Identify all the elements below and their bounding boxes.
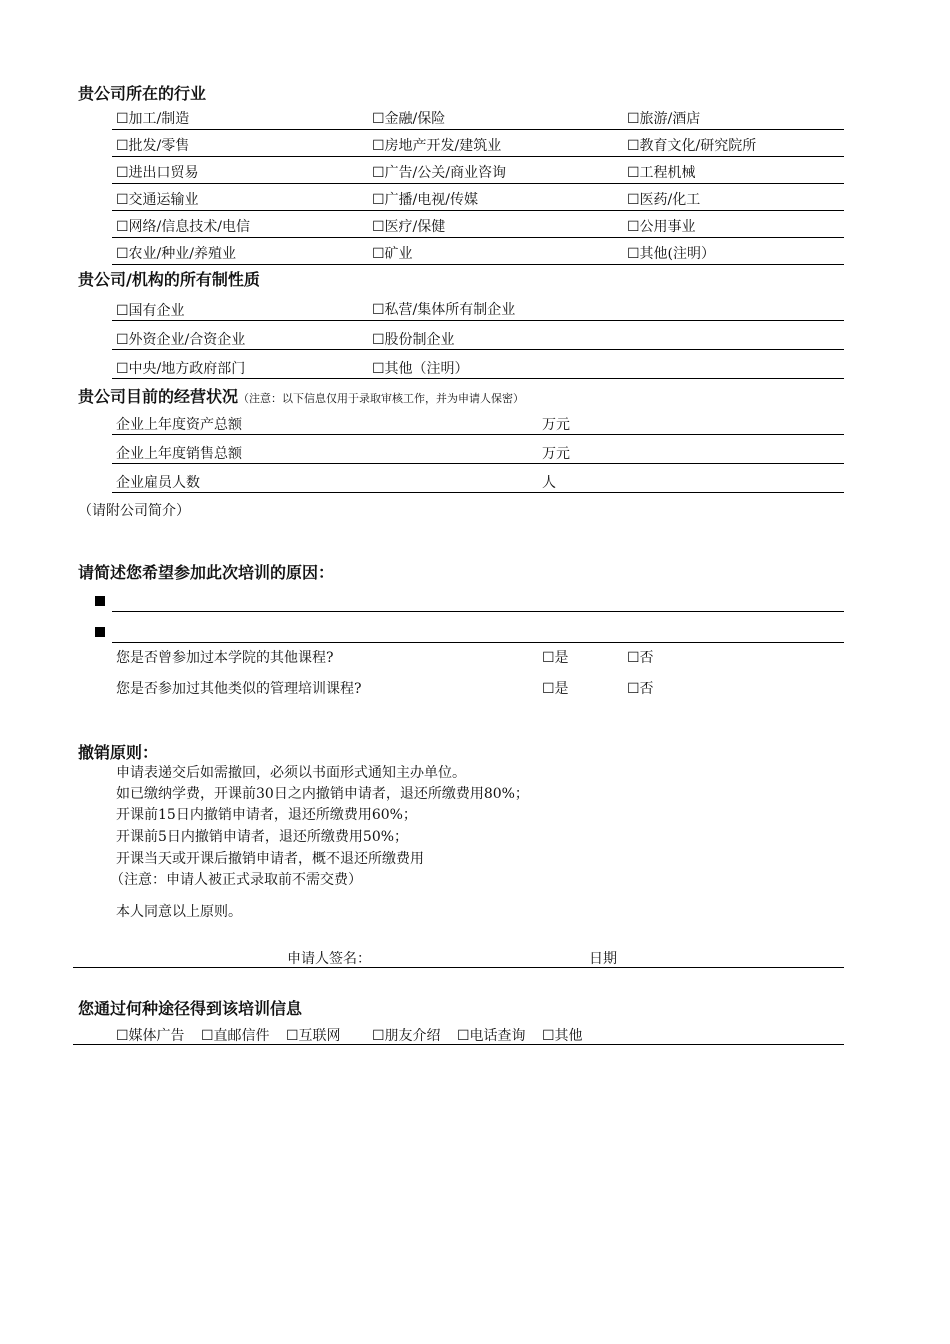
checkbox-q1-no[interactable]: ☐否 <box>627 650 654 666</box>
industry-title: 贵公司所在的行业 <box>78 84 207 103</box>
checkbox-industry-other[interactable]: ☐其他(注明） <box>627 246 716 262</box>
assets-label: 企业上年度资产总额 <box>116 417 242 433</box>
checkbox-industry-realestate[interactable]: ☐房地产开发/建筑业 <box>372 138 502 154</box>
sales-unit: 万元 <box>542 446 570 462</box>
checkbox-ownership-private[interactable]: ☐私营/集体所有制企业 <box>372 302 516 318</box>
checkbox-industry-manufacturing[interactable]: ☐加工/制造 <box>116 111 190 127</box>
checkbox-industry-mining[interactable]: ☐矿业 <box>372 246 413 262</box>
checkbox-source-friend[interactable]: ☐朋友介绍 <box>372 1028 441 1044</box>
checkbox-q2-yes[interactable]: ☐是 <box>542 681 569 697</box>
sales-label: 企业上年度销售总额 <box>116 446 242 462</box>
employees-input-line[interactable] <box>112 492 844 493</box>
checkbox-industry-advertising[interactable]: ☐广告/公关/商业咨询 <box>372 165 506 181</box>
row-divider <box>112 378 844 379</box>
checkbox-industry-media[interactable]: ☐广播/电视/传媒 <box>372 192 478 208</box>
checkbox-industry-trade[interactable]: ☐进出口贸易 <box>116 165 199 181</box>
checkbox-ownership-joint-stock[interactable]: ☐股份制企业 <box>372 332 455 348</box>
checkbox-industry-pharma[interactable]: ☐医药/化工 <box>627 192 701 208</box>
checkbox-industry-agriculture[interactable]: ☐农业/种业/养殖业 <box>116 246 236 262</box>
checkbox-ownership-other[interactable]: ☐其他（注明） <box>372 361 469 377</box>
cancel-line: 如已缴纳学费，开课前30日之内撤销申请者，退还所缴费用80%； <box>116 786 529 802</box>
checkbox-ownership-state[interactable]: ☐国有企业 <box>116 303 185 319</box>
row-divider <box>112 129 844 130</box>
checkbox-source-other[interactable]: ☐其他 <box>542 1028 583 1044</box>
checkbox-industry-transport[interactable]: ☐交通运输业 <box>116 192 199 208</box>
signature-label: 申请人签名： <box>287 951 371 967</box>
cancel-line: 申请表递交后如需撤回，必须以书面形式通知主办单位。 <box>116 765 466 781</box>
question-similar-training: 您是否参加过其他类似的管理培训课程? <box>116 681 362 697</box>
checkbox-source-mail[interactable]: ☐直邮信件 <box>201 1028 270 1044</box>
cancel-line: 开课当天或开课后撤销申请者，概不退还所缴费用 <box>116 851 424 867</box>
row-divider <box>112 264 844 265</box>
cancel-line: 开课前5日内撤销申请者，退还所缴费用50%； <box>116 829 409 845</box>
checkbox-industry-wholesale[interactable]: ☐批发/零售 <box>116 138 190 154</box>
reason-input-line-1[interactable] <box>112 611 844 612</box>
checkbox-source-internet[interactable]: ☐互联网 <box>286 1028 341 1044</box>
sales-input-line[interactable] <box>112 463 844 464</box>
checkbox-industry-education[interactable]: ☐教育文化/研究院所 <box>627 138 757 154</box>
attach-note: （请附公司简介） <box>78 503 190 519</box>
checkbox-industry-it[interactable]: ☐网络/信息技术/电信 <box>116 219 250 235</box>
row-divider <box>112 349 844 350</box>
ownership-title: 贵公司/机构的所有制性质 <box>78 270 260 289</box>
agree-statement: 本人同意以上原则。 <box>116 904 242 920</box>
row-divider <box>112 237 844 238</box>
row-divider <box>112 320 844 321</box>
cancel-note: （注意：申请人被正式录取前不需交费） <box>110 872 362 888</box>
checkbox-industry-machinery[interactable]: ☐工程机械 <box>627 165 696 181</box>
checkbox-source-phone[interactable]: ☐电话查询 <box>457 1028 526 1044</box>
bullet-icon <box>95 627 105 637</box>
checkbox-q1-yes[interactable]: ☐是 <box>542 650 569 666</box>
checkbox-industry-healthcare[interactable]: ☐医疗/保健 <box>372 219 446 235</box>
operations-title-text: 贵公司目前的经营状况 <box>78 387 239 406</box>
row-divider <box>112 210 844 211</box>
checkbox-source-media[interactable]: ☐媒体广告 <box>116 1028 185 1044</box>
checkbox-ownership-government[interactable]: ☐中央/地方政府部门 <box>116 361 246 377</box>
question-previous-course: 您是否曾参加过本学院的其他课程? <box>116 650 334 666</box>
operations-note: （注意：以下信息仅用于录取审核工作，并为申请人保密） <box>238 392 525 405</box>
operations-title <box>78 384 524 407</box>
assets-unit: 万元 <box>542 417 570 433</box>
bullet-icon <box>95 596 105 606</box>
assets-input-line[interactable] <box>112 434 844 435</box>
row-divider <box>112 156 844 157</box>
employees-label: 企业雇员人数 <box>116 475 200 491</box>
checkbox-ownership-foreign[interactable]: ☐外资企业/合资企业 <box>116 332 246 348</box>
checkbox-industry-finance[interactable]: ☐金融/保险 <box>372 111 446 127</box>
checkbox-industry-tourism[interactable]: ☐旅游/酒店 <box>627 111 701 127</box>
checkbox-industry-utilities[interactable]: ☐公用事业 <box>627 219 696 235</box>
checkbox-q2-no[interactable]: ☐否 <box>627 681 654 697</box>
cancel-title: 撤销原则： <box>78 743 159 762</box>
cancel-line: 开课前15日内撤销申请者，退还所缴费用60%； <box>116 807 417 823</box>
date-label: 日期 <box>589 951 617 967</box>
reason-input-line-2[interactable] <box>112 642 844 643</box>
employees-unit: 人 <box>542 475 556 491</box>
signature-line[interactable] <box>73 967 844 968</box>
source-bottom-line <box>73 1044 844 1045</box>
row-divider <box>112 183 844 184</box>
source-title: 您通过何种途径得到该培训信息 <box>78 999 303 1018</box>
reason-title: 请简述您希望参加此次培训的原因： <box>78 563 335 582</box>
